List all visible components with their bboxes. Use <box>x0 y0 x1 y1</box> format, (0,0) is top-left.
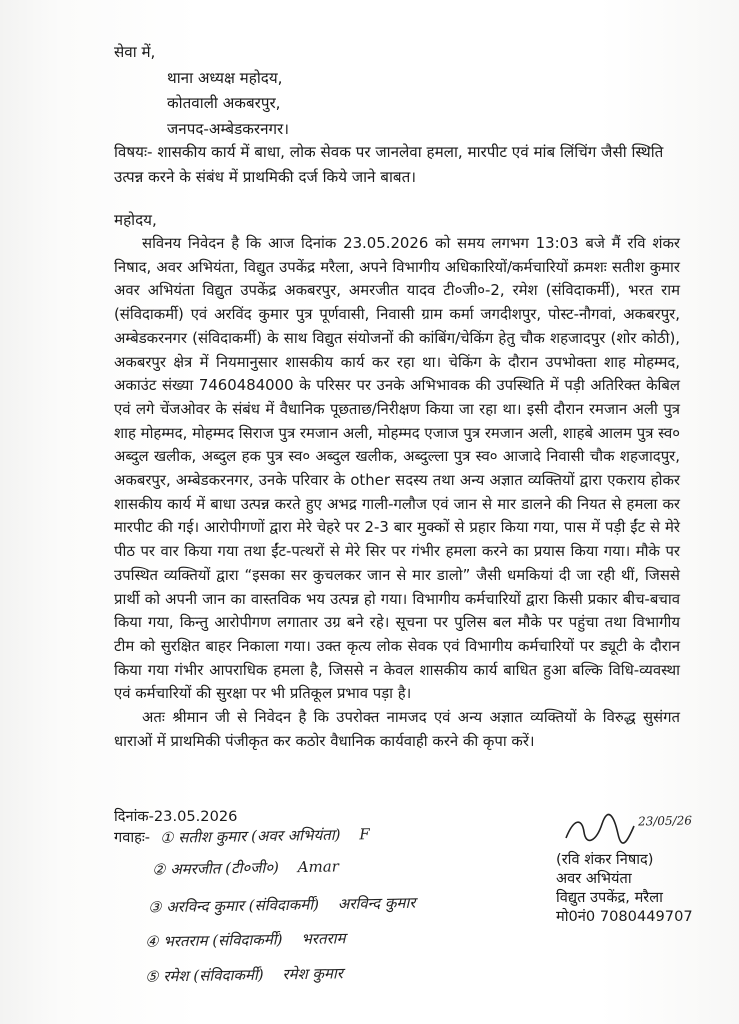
witness-2 <box>152 856 339 879</box>
witness-signature: F <box>359 825 370 844</box>
witness-name: भरतराम (संविदाकर्मी) <box>163 930 283 951</box>
recipient-address <box>114 40 289 142</box>
witness-number: ⑤ <box>144 967 159 986</box>
witness-label: गवाहः- <box>114 829 151 846</box>
witness-name: अरविन्द कुमार (संविदाकर्मी) <box>166 895 320 917</box>
witness-3 <box>148 893 416 918</box>
witness-number: ③ <box>147 898 162 917</box>
witness-signature: Amar <box>297 857 340 877</box>
address-line-2: कोतवाली अकबरपुर, <box>167 94 281 112</box>
witness-number: ① <box>159 828 174 847</box>
witness-signature: रमेश कुमार <box>282 964 344 984</box>
signatory-mobile: मो0नं0 7080449707 <box>556 908 693 925</box>
letter-body <box>114 232 680 753</box>
witness-5 <box>145 963 343 986</box>
witness-4 <box>145 928 346 951</box>
signature-date: 23/05/26 <box>637 813 693 829</box>
address-to: सेवा में, <box>114 43 156 61</box>
signature-block <box>556 850 693 926</box>
signatory-office: विद्युत उपकेंद्र, मरैला <box>556 889 663 906</box>
address-line-1: थाना अध्यक्ष महोदय, <box>167 68 283 87</box>
handwritten-signature <box>562 812 692 852</box>
witness-number: ② <box>151 860 166 879</box>
subject-line: विषयः- शासकीय कार्य में बाधा, लोक सेवक पर जानलेवा हमला, मारपीट एवं मांब लिंचिंग जैसी स्थिति उत्पन्न करने के संबंध में प्राथमिकी दर्ज किये जाने बाबत। <box>114 143 664 186</box>
body-paragraph-2: अतः श्रीमान जी से निवेदन है कि उपरोक्त नामजद एवं अन्य अज्ञात व्यक्तियों के विरुद्ध सुसंगत धाराओं में प्राथमिकी पंजीकृत कर कठोर वैधानिक कार्यवाही करने की कृपा करें। <box>114 708 680 750</box>
date-line: दिनांक-23.05.2026 <box>114 808 238 825</box>
salutation: महोदय, <box>114 211 157 229</box>
signatory-name: (रवि शंकर निषाद) <box>556 851 654 868</box>
witness-name: अमरजीत (टी०जी०) <box>170 858 280 879</box>
witness-name: सतीश कुमार (अवर अभियंता) <box>178 825 341 847</box>
witness-1 <box>160 824 370 848</box>
witness-signature: अरविन्द कुमार <box>337 893 416 914</box>
witness-number: ④ <box>144 932 159 951</box>
signatory-designation: अवर अभियंता <box>556 870 632 887</box>
witness-name: रमेश (संविदाकर्मी) <box>163 965 264 986</box>
address-line-3: जनपद-अम्बेडकरनगर। <box>167 119 290 138</box>
body-paragraph-1: सविनय निवेदन है कि आज दिनांक 23.05.2026 को समय लगभग 13:03 बजे मैं रवि शंकर निषाद, अवर अभियंता, विद्युत उपकेंद्र मरैला, अपने विभागीय अधिकारियों/कर्मचारियों क्रमशः सतीश कुमार अवर अभियंता विद्युत उपकेंद्र अकबरपुर, अमरजीत यादव टी०जी०-2, रमेश (संविदाकर्मी), भरत राम (संविदाकर्मी) एवं अरविंद कुमार पुत्र पूर्णवासी, निवासी ग्राम कर्मा जगदीशपुर, पोस्ट-नौगवां, अकबरपुर, अम्बेडकरनगर (संविदाकर्मी) के साथ विद्युत संयोजनों की कांबिंग/चेकिंग हेतु चौक शहजादपुर (शोर कोठी), अकबरपुर क्षेत्र में नियमानुसार शासकीय कार्य कर रहा था। चेकिंग के दौरान उपभोक्ता शाह मोहम्मद, अकाउंट संख्या 7460484000 के परिसर पर उनके अभिभावक की उपस्थिति में पड़ी अतिरिक्त केबिल एवं लगे चेंजओवर के संबंध में वैधानिक पूछताछ/निरीक्षण किया जा रहा था। इसी दौरान रमजान अली पुत्र शाह मोहम्मद, मोहम्मद सिराज पुत्र रमजान अली, मोहम्मद एजाज पुत्र रमजान अली, शाहबे आलम पुत्र स्व० अब्दुल खलीक, अब्दुल हक पुत्र स्व० अब्दुल खलीक, अब्दुल्ला पुत्र स्व० आजादे निवासी चौक शहजादपुर, अकबरपुर, अम्बेडकरनगर, उनके परिवार के other सदस्य तथा अन्य अज्ञात व्यक्तियों द्वारा एकराय होकर शासकीय कार्य में बाधा उत्पन्न करते हुए अभद्र गाली-गलौज एवं जान से मार डालने की नियत से हमला कर मारपीट की गई। आरोपीगणों द्वारा मेरे चेहरे पर 2-3 बार मुक्कों से प्रहार किया गया, पास में पड़ी ईंट से मेरे पीठ पर वार किया गया तथा ईंट-पत्थरों से मेरे सिर पर गंभीर हमला करने का प्रयास किया गया। मौके पर उपस्थित व्यक्तियों द्वारा “इसका सर कुचलकर जान से मार डालो” जैसी धमकियां दी जा रही थीं, जिससे प्रार्थी को अपनी जान का वास्तविक भय उत्पन्न हो गया। विभागीय कर्मचारियों द्वारा किसी प्रकार बीच-बचाव किया गया, किन्तु आरोपीगण लगातार उग्र बने रहे। सूचना पर पुलिस बल मौके पर पहुंचा तथा विभागीय टीम को सुरक्षित बाहर निकाला गया। उक्त कृत्य लोक सेवक एवं विभागीय कर्मचारियों पर ड्यूटी के दौरान किया गया गंभीर आपराधिक हमला है, जिससे न केवल शासकीय कार्य बाधित हुआ बल्कि विधि-व्यवस्था एवं कर्मचारियों की सुरक्षा पर भी प्रतिकूल प्रभाव पड़ा है। <box>114 234 680 703</box>
witness-signature: भरतराम <box>301 929 346 949</box>
